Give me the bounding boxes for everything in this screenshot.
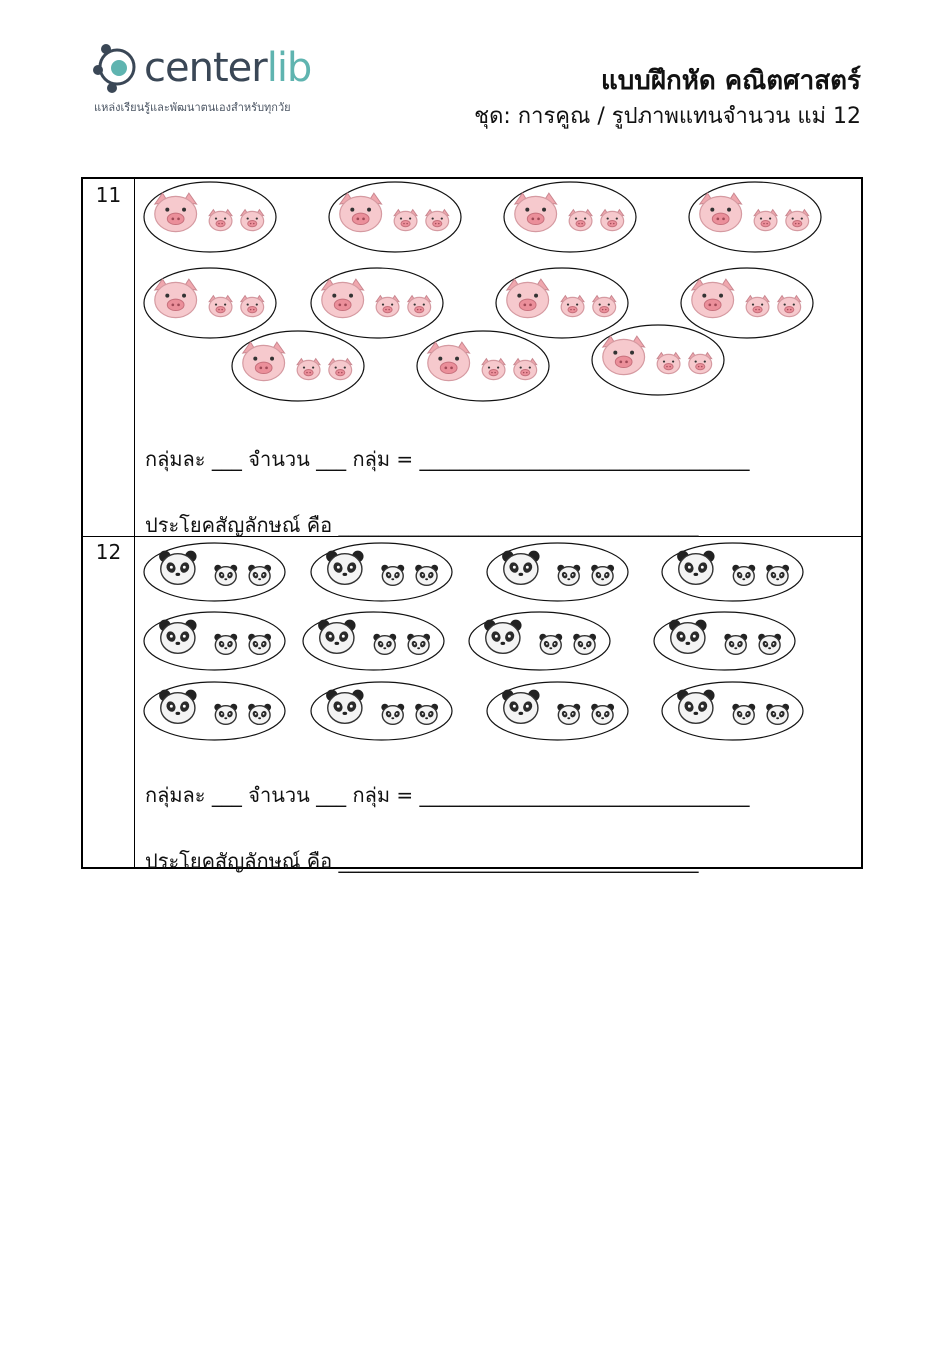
brand-name: centerlib [144,45,312,91]
brand-logo [90,40,350,120]
pig-face-icon [778,296,801,317]
pig-face-icon [692,279,734,318]
pig-face-icon [482,359,505,380]
worksheet-title: แบบฝึกหัด คณิตศาสตร์ [600,66,861,96]
pig-face-icon [593,296,616,317]
item-group [311,682,452,740]
symbol-sentence-line: ประโยคสัญลักษณ์ คือ ____________________________________ [145,849,699,873]
panda-face-icon [381,704,404,725]
pig-face-icon [657,353,680,374]
group-count-line: กลุ่มละ ___ จำนวน ___ กลุ่ม = _________________________________ [145,447,750,471]
group-count-line: กลุ่มละ ___ จำนวน ___ กลุ่ม = _________________________________ [145,783,750,807]
pig-face-icon [155,193,197,232]
panda-face-icon [381,565,404,586]
pig-face-icon [241,296,264,317]
exercise-table [81,177,863,873]
panda-face-icon [502,551,539,585]
item-group [329,182,461,252]
pig-face-icon [408,296,431,317]
pig-face-icon [786,210,809,231]
panda-face-icon [591,565,614,586]
pig-groups [136,179,862,419]
item-group [689,182,821,252]
pig-face-icon [209,210,232,231]
pig-face-icon [394,210,417,231]
item-group [496,268,628,338]
panda-face-icon [373,634,396,655]
panda-face-icon [407,634,430,655]
item-group [232,331,364,401]
panda-face-icon [326,551,363,585]
pig-face-icon [700,193,742,232]
item-group [592,325,724,395]
logo-mark-icon [90,40,144,94]
pig-face-icon [561,296,584,317]
panda-face-icon [732,565,755,586]
item-group [144,268,276,338]
pig-face-icon [329,359,352,380]
panda-face-icon [724,634,747,655]
question-row [83,536,861,873]
pig-face-icon [601,210,624,231]
item-group [504,182,636,252]
panda-face-icon [539,634,562,655]
item-group [303,612,444,670]
pig-face-icon [428,342,470,380]
pig-face-icon [209,296,232,317]
question-number: 12 [83,536,135,869]
panda-face-icon [415,565,438,586]
symbol-sentence-line: ประโยคสัญลักษณ์ คือ ____________________________________ [145,513,699,537]
panda-face-icon [214,704,237,725]
panda-face-icon [484,620,521,654]
pig-face-icon [297,359,320,380]
panda-face-icon [159,620,196,654]
item-group [144,682,285,740]
panda-face-icon [318,620,355,654]
pig-face-icon [340,193,382,232]
panda-face-icon [766,565,789,586]
panda-face-icon [159,551,196,585]
item-group [654,612,795,670]
pig-face-icon [507,279,549,318]
panda-face-icon [677,551,714,585]
pig-face-icon [603,336,645,374]
panda-face-icon [732,704,755,725]
panda-face-icon [214,634,237,655]
item-group [144,612,285,670]
pig-face-icon [155,279,197,318]
item-group [144,543,285,601]
panda-face-icon [214,565,237,586]
pig-face-icon [689,353,712,374]
question-row [83,179,861,537]
item-group [487,543,628,601]
panda-face-icon [248,634,271,655]
panda-face-icon [502,690,539,724]
panda-face-icon [557,565,580,586]
item-group [311,268,443,338]
item-group [417,331,549,401]
item-group [469,612,610,670]
brand-tagline: แหล่งเรียนรู้และพัฒนาตนเองสำหรับทุกวัย [94,101,291,114]
pig-face-icon [746,296,769,317]
item-group [487,682,628,740]
pig-face-icon [515,193,557,232]
worksheet-subtitle: ชุด: การคูณ / รูปภาพแทนจำนวน แม่ 12 [474,104,861,129]
panda-face-icon [669,620,706,654]
pig-face-icon [426,210,449,231]
panda-face-icon [591,704,614,725]
pig-face-icon [569,210,592,231]
pig-face-icon [322,279,364,318]
panda-face-icon [248,704,271,725]
pig-face-icon [243,342,285,380]
item-group [662,682,803,740]
panda-face-icon [159,690,196,724]
pig-face-icon [754,210,777,231]
panda-face-icon [248,565,271,586]
item-group [681,268,813,338]
item-group [662,543,803,601]
question-number: 11 [83,179,135,536]
item-group [311,543,452,601]
panda-face-icon [766,704,789,725]
panda-face-icon [415,704,438,725]
panda-face-icon [677,690,714,724]
pig-face-icon [241,210,264,231]
panda-face-icon [758,634,781,655]
panda-face-icon [326,690,363,724]
pig-face-icon [514,359,537,380]
panda-groups [136,536,862,751]
panda-face-icon [557,704,580,725]
pig-face-icon [376,296,399,317]
item-group [144,182,276,252]
panda-face-icon [573,634,596,655]
